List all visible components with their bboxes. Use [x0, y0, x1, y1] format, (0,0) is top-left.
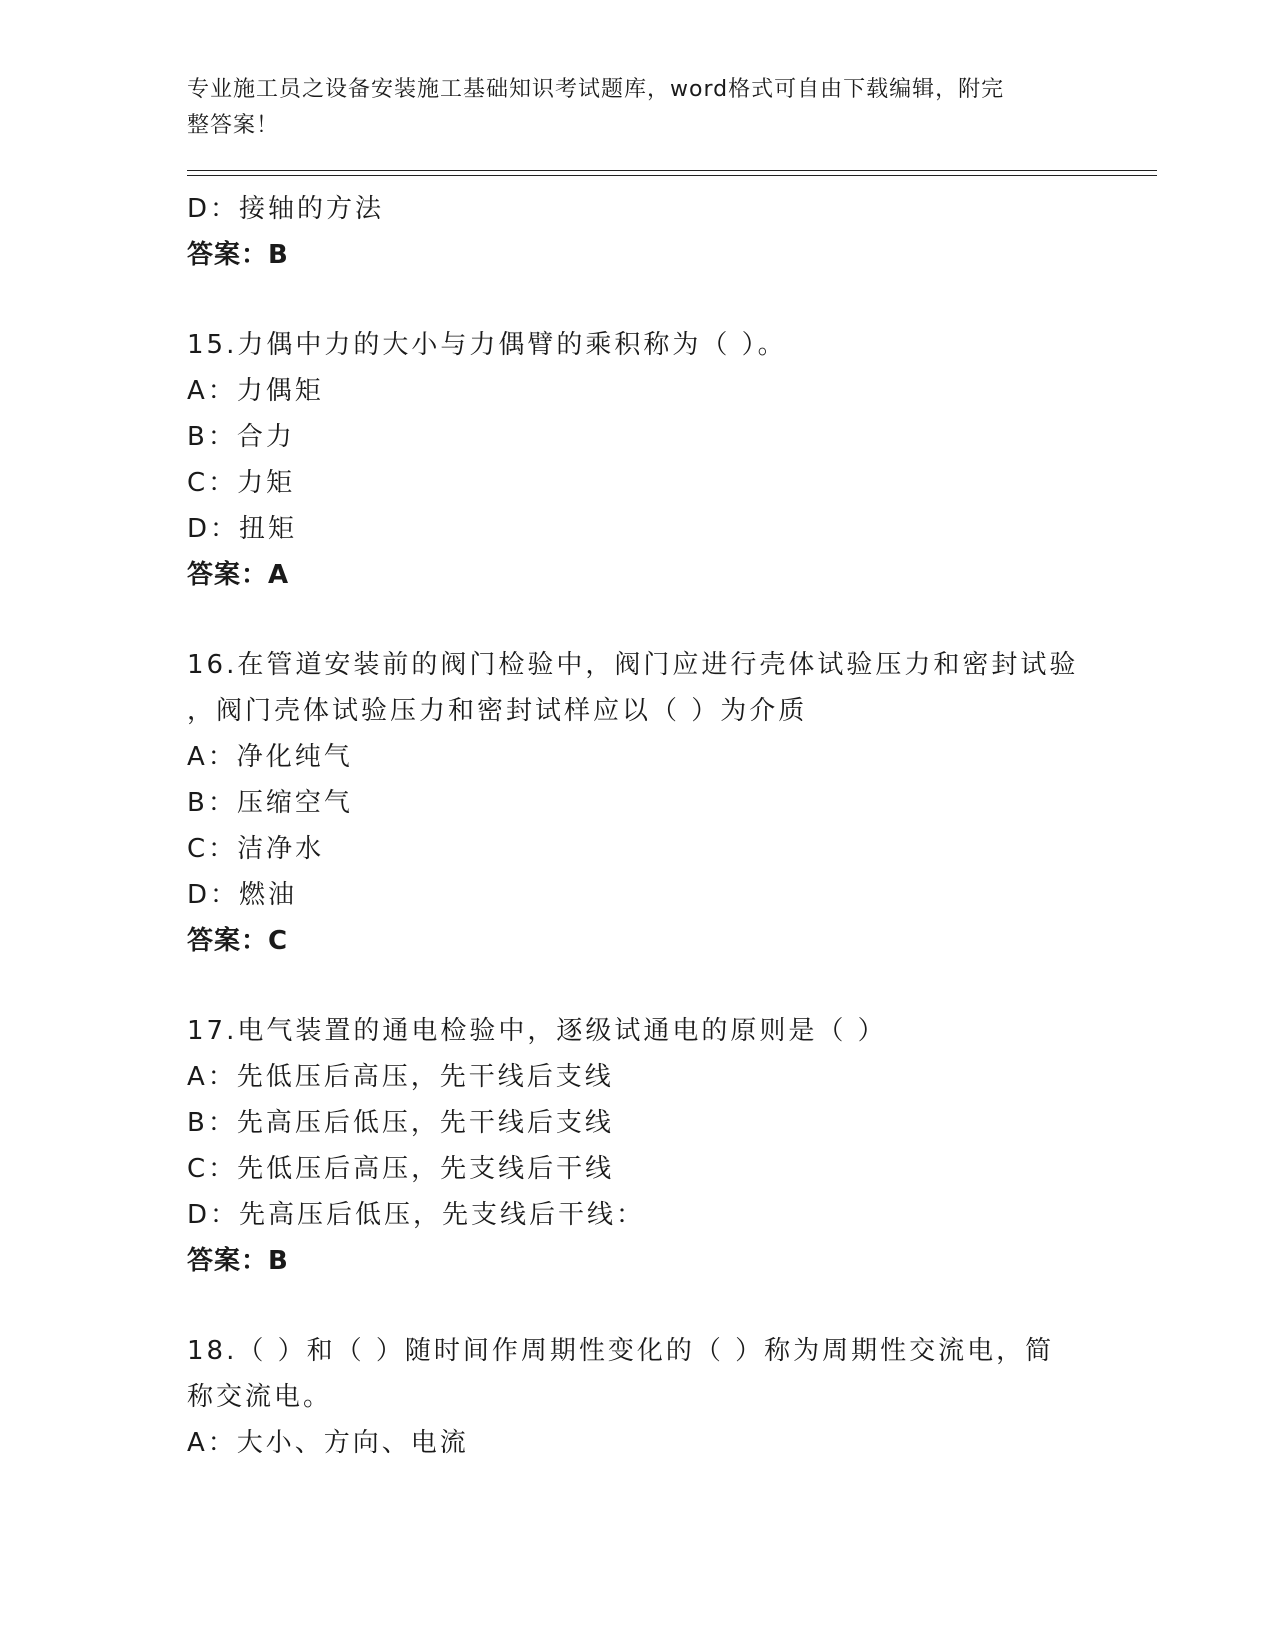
question-list — [187, 186, 1147, 1466]
option-text: C：力矩 — [187, 468, 296, 498]
spacer — [187, 1284, 1147, 1328]
option-text: D：接轴的方法 — [187, 194, 385, 224]
option-text: A：大小、方向、电流 — [187, 1428, 469, 1458]
option-text: A：力偶矩 — [187, 376, 324, 406]
option-text: A：净化纯气 — [187, 742, 353, 772]
spacer — [187, 598, 1147, 642]
option-text: C：先低压后高压，先支线后干线 — [187, 1154, 615, 1184]
question-text: 17.电气装置的通电检验中，逐级试通电的原则是（ ） — [187, 1016, 887, 1046]
question-text: ，阀门壳体试验压力和密封试样应以（ ）为介质 — [187, 696, 808, 726]
option-text: C：洁净水 — [187, 834, 325, 864]
header-divider-top — [187, 170, 1157, 171]
answer-text: 答案：A — [187, 560, 290, 590]
option-text: D：扭矩 — [187, 514, 298, 544]
option-text: D：燃油 — [187, 880, 298, 910]
question-text: 16.在管道安装前的阀门检验中，阀门应进行壳体试验压力和密封试验 — [187, 650, 1079, 680]
header-line-1: 专业施工员之设备安装施工基础知识考试题库，word格式可自由下载编辑，附完 — [187, 77, 1005, 102]
option-text: B：压缩空气 — [187, 788, 353, 818]
document-header — [187, 72, 1087, 144]
spacer — [187, 278, 1147, 322]
answer-text: 答案：B — [187, 1246, 289, 1276]
option-text: B：先高压后低压，先干线后支线 — [187, 1108, 614, 1138]
question-text: 称交流电。 — [187, 1382, 333, 1412]
question-text: 15.力偶中力的大小与力偶臂的乘积称为（ ）。 — [187, 330, 787, 360]
option-text: D：先高压后低压，先支线后干线： — [187, 1200, 646, 1230]
header-line-2: 整答案！ — [187, 113, 280, 138]
option-text: B：合力 — [187, 422, 295, 452]
answer-text: 答案：B — [187, 240, 289, 270]
answer-text: 答案：C — [187, 926, 289, 956]
question-text: 18.（ ）和（ ）随时间作周期性变化的（ ）称为周期性交流电，简 — [187, 1336, 1055, 1366]
option-text: A：先低压后高压，先干线后支线 — [187, 1062, 614, 1092]
header-divider-bottom — [187, 175, 1157, 176]
spacer — [187, 964, 1147, 1008]
